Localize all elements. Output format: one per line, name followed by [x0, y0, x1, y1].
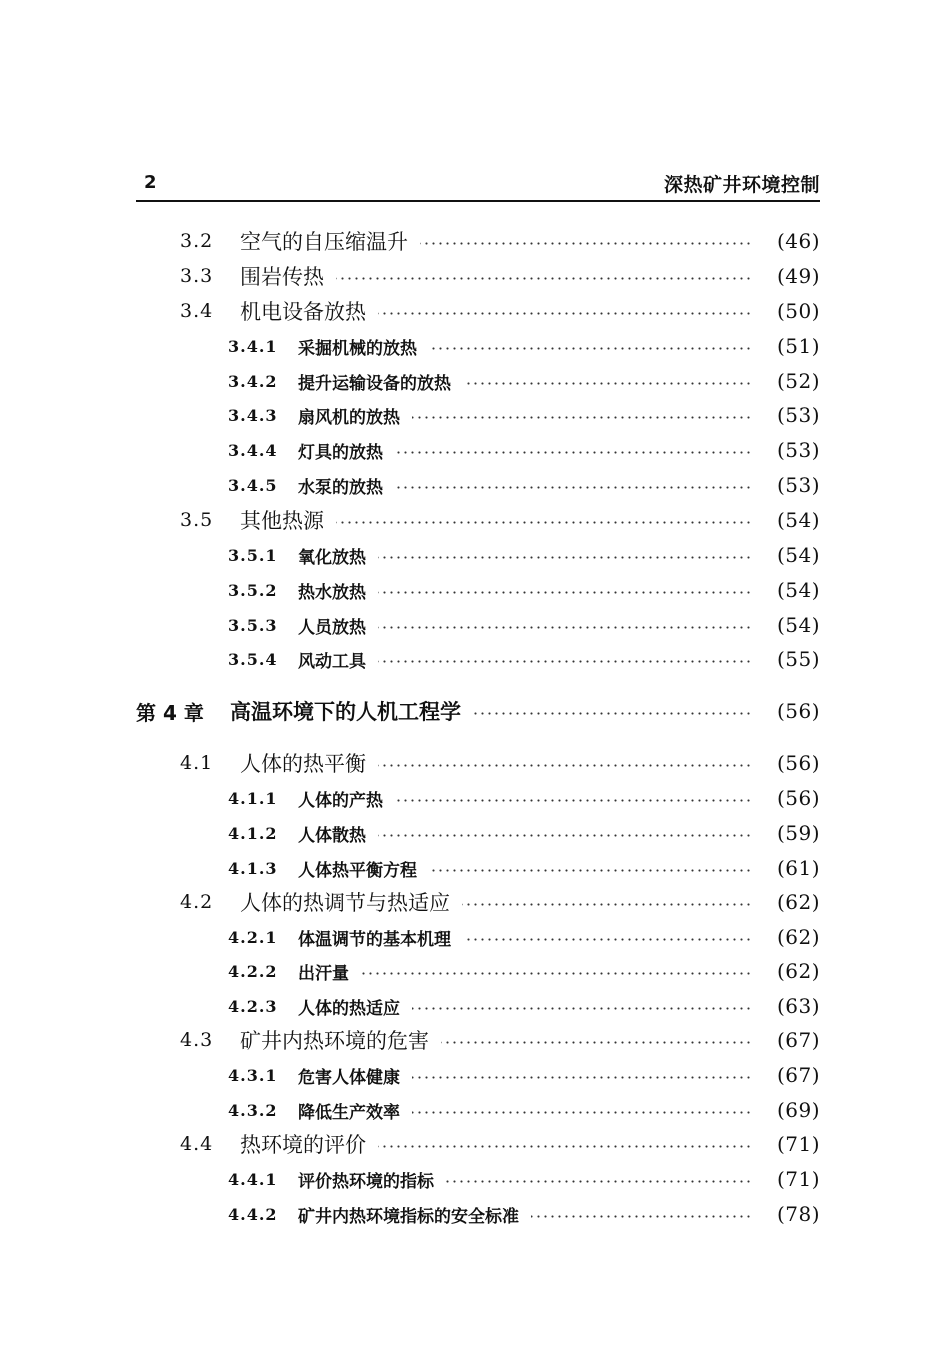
- toc-number: 3.4.5: [228, 475, 278, 495]
- dot-leader: [336, 521, 752, 524]
- toc-number: 3.5.4: [228, 649, 278, 669]
- toc-title: 降低生产效率: [298, 1102, 400, 1123]
- dot-leader: [361, 972, 752, 975]
- dot-leader: [446, 1180, 752, 1183]
- dot-leader: [412, 416, 752, 419]
- toc-entry: [228, 470, 820, 500]
- toc-entry: [228, 853, 820, 883]
- toc-page: (62): [776, 959, 820, 983]
- dot-leader: [395, 799, 752, 802]
- toc-title: 围岩传热: [240, 265, 324, 289]
- toc-entry: [228, 818, 820, 848]
- toc-page: (54): [776, 543, 820, 567]
- toc-page: (71): [776, 1167, 820, 1191]
- dot-leader: [395, 451, 752, 454]
- dot-leader: [378, 556, 752, 559]
- toc-entry: [228, 366, 820, 396]
- page-number: 2: [144, 172, 157, 193]
- toc-number: 3.4.4: [228, 440, 278, 460]
- toc-number: 4.3: [180, 1029, 214, 1051]
- toc-page: (59): [776, 821, 820, 845]
- dot-leader: [336, 277, 752, 280]
- toc-entry: [180, 887, 820, 917]
- toc-number: 3.4.3: [228, 405, 278, 425]
- toc-entry: [228, 956, 820, 986]
- chapter-number: 第 4 章: [136, 700, 204, 725]
- toc-entry: [180, 261, 820, 291]
- header-rule: [136, 200, 820, 202]
- dot-leader: [378, 660, 752, 663]
- toc-title: 人体的热调节与热适应: [240, 891, 450, 915]
- toc-title: 热水放热: [298, 582, 366, 603]
- toc-number: 4.2.1: [228, 927, 278, 947]
- toc-title: 其他热源: [240, 509, 324, 533]
- dot-leader: [378, 764, 752, 767]
- dot-leader: [378, 591, 752, 594]
- toc-title: 人体散热: [298, 825, 366, 846]
- toc-entry: [228, 783, 820, 813]
- toc-page: (62): [776, 890, 820, 914]
- toc-title: 扇风机的放热: [298, 407, 400, 428]
- toc-number: 4.2: [180, 891, 214, 913]
- toc-number: 4.1: [180, 752, 214, 774]
- toc-page: (67): [776, 1063, 820, 1087]
- dot-leader: [395, 486, 752, 489]
- toc-title: 机电设备放热: [240, 300, 366, 324]
- toc-entry: [180, 296, 820, 326]
- toc-number: 3.2: [180, 230, 214, 252]
- dot-leader: [378, 1145, 752, 1148]
- dot-leader: [463, 382, 752, 385]
- toc-page: (51): [776, 334, 820, 358]
- toc-title: 人体热平衡方程: [298, 860, 417, 881]
- toc-page: (56): [776, 751, 820, 775]
- toc-title: 体温调节的基本机理: [298, 929, 451, 950]
- toc-page: (71): [776, 1132, 820, 1156]
- toc-entry: [228, 540, 820, 570]
- toc-title: 矿井内热环境的危害: [240, 1029, 429, 1053]
- dot-leader: [378, 834, 752, 837]
- toc-page: (54): [776, 578, 820, 602]
- chapter-title: 高温环境下的人机工程学: [230, 700, 461, 724]
- toc-page: (56): [776, 786, 820, 810]
- toc-entry: [180, 505, 820, 535]
- toc-page: (54): [776, 613, 820, 637]
- dot-leader: [412, 1111, 752, 1114]
- toc-number: 4.1.3: [228, 858, 278, 878]
- toc-number: 3.5.1: [228, 545, 278, 565]
- toc-number: 4.4: [180, 1133, 214, 1155]
- toc-page: (55): [776, 647, 820, 671]
- toc-number: 4.3.1: [228, 1065, 278, 1085]
- dot-leader: [420, 242, 752, 245]
- toc-number: 3.5.3: [228, 615, 278, 635]
- toc-entry: [228, 644, 820, 674]
- toc-entry: [228, 922, 820, 952]
- toc-page: (46): [776, 229, 820, 253]
- toc-title: 评价热环境的指标: [298, 1171, 434, 1192]
- toc-title: 提升运输设备的放热: [298, 373, 451, 394]
- dot-leader: [378, 626, 752, 629]
- toc-page: (67): [776, 1028, 820, 1052]
- toc-page: (52): [776, 369, 820, 393]
- dot-leader: [378, 312, 752, 315]
- toc-entry: [180, 226, 820, 256]
- toc-title: 灯具的放热: [298, 442, 383, 463]
- toc-number: 4.4.1: [228, 1169, 278, 1189]
- toc-number: 3.4.2: [228, 371, 278, 391]
- toc-page: (50): [776, 299, 820, 323]
- toc-page: (53): [776, 438, 820, 462]
- toc-page: (63): [776, 994, 820, 1018]
- toc-number: 4.2.2: [228, 961, 278, 981]
- toc-title: 热环境的评价: [240, 1133, 366, 1157]
- toc-entry: [228, 331, 820, 361]
- dot-leader: [462, 903, 752, 906]
- toc-number: 4.2.3: [228, 996, 278, 1016]
- toc-page: (78): [776, 1202, 820, 1226]
- toc-page: (53): [776, 473, 820, 497]
- toc-entry: [228, 991, 820, 1021]
- toc-chapter-entry: [136, 696, 820, 726]
- toc-page: (69): [776, 1098, 820, 1122]
- toc-number: 3.3: [180, 265, 214, 287]
- dot-leader: [429, 347, 752, 350]
- dot-leader: [473, 712, 752, 715]
- toc-title: 矿井内热环境指标的安全标准: [298, 1206, 519, 1227]
- toc-title: 氧化放热: [298, 547, 366, 568]
- toc-title: 人体的热适应: [298, 998, 400, 1019]
- book-title: 深热矿井环境控制: [663, 174, 820, 196]
- toc-page: (61): [776, 856, 820, 880]
- toc-number: 3.4.1: [228, 336, 278, 356]
- toc-title: 人员放热: [298, 617, 366, 638]
- dot-leader: [412, 1007, 752, 1010]
- toc-entry: [228, 575, 820, 605]
- toc-number: 4.3.2: [228, 1100, 278, 1120]
- toc-number: 4.1.1: [228, 788, 278, 808]
- toc-entry: [228, 1164, 820, 1194]
- toc-page: (54): [776, 508, 820, 532]
- toc-number: 3.4: [180, 300, 214, 322]
- dot-leader: [531, 1215, 752, 1218]
- toc-title: 空气的自压缩温升: [240, 230, 408, 254]
- toc-number: 4.1.2: [228, 823, 278, 843]
- toc-entry: [228, 610, 820, 640]
- dot-leader: [429, 869, 752, 872]
- toc-number: 3.5: [180, 509, 214, 531]
- toc-entry: [180, 1025, 820, 1055]
- toc-entry: [228, 400, 820, 430]
- toc-page: (56): [776, 699, 820, 723]
- toc-page: (49): [776, 264, 820, 288]
- dot-leader: [412, 1076, 752, 1079]
- toc-entry: [180, 748, 820, 778]
- toc-title: 人体的热平衡: [240, 752, 366, 776]
- toc-title: 出汗量: [298, 963, 349, 984]
- toc-page: (62): [776, 925, 820, 949]
- toc-entry: [228, 1060, 820, 1090]
- toc-title: 采掘机械的放热: [298, 338, 417, 359]
- running-header: [136, 168, 820, 198]
- toc-entry: [228, 1199, 820, 1229]
- toc-number: 4.4.2: [228, 1204, 278, 1224]
- toc-title: 人体的产热: [298, 790, 383, 811]
- toc-page: (53): [776, 403, 820, 427]
- toc-entry: [180, 1129, 820, 1159]
- dot-leader: [463, 938, 752, 941]
- toc-number: 3.5.2: [228, 580, 278, 600]
- dot-leader: [441, 1041, 752, 1044]
- toc-title: 风动工具: [298, 651, 366, 672]
- toc-title: 危害人体健康: [298, 1067, 400, 1088]
- toc-entry: [228, 1095, 820, 1125]
- toc-title: 水泵的放热: [298, 477, 383, 498]
- toc-entry: [228, 435, 820, 465]
